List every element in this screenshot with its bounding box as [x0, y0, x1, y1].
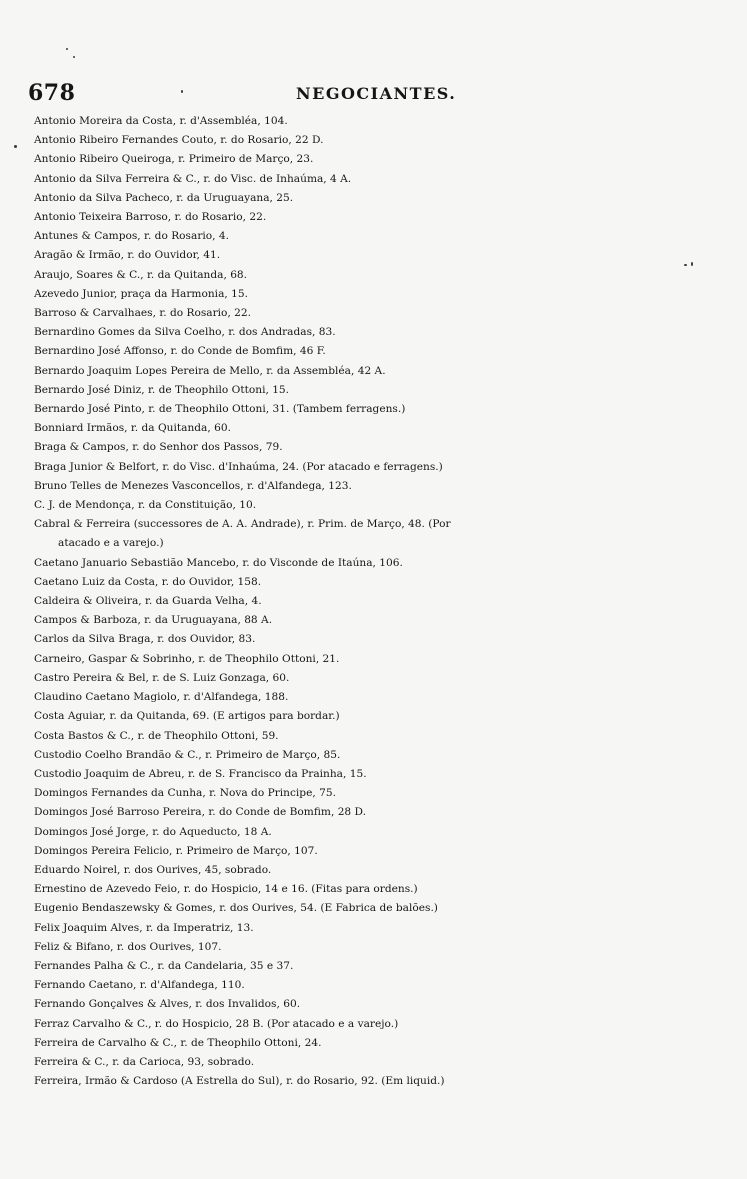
list-item: Cabral & Ferreira (successores de A. A. Andrade), r. Prim. de Março, 48. (Por	[34, 518, 451, 531]
list-item: Ferreira & C., r. da Carioca, 93, sobrado.	[34, 1055, 255, 1068]
list-item: Braga & Campos, r. do Senhor dos Passos, 79.	[34, 441, 283, 454]
list-item: Bernardino José Affonso, r. do Conde de Bomfim, 46 F.	[34, 345, 326, 358]
list-item: Carneiro, Gaspar & Sobrinho, r. de Theophilo Ottoni, 21.	[34, 652, 340, 665]
list-item: Antonio Moreira da Costa, r. d'Assembléa, 104.	[34, 115, 288, 127]
list-item: Ferreira, Irmão & Cardoso (A Estrella do Sul), r. do Rosario, 92. (Em liquid.)	[34, 1075, 445, 1088]
list-item: Bonniard Irmãos, r. da Quitanda, 60.	[34, 422, 231, 435]
list-item-continuation: atacado e a varejo.)	[58, 537, 164, 550]
list-item: Custodio Coelho Brandão & C., r. Primeiro de Março, 85.	[34, 748, 341, 761]
list-item: Antonio Teixeira Barroso, r. do Rosario, 22.	[34, 211, 267, 224]
list-item: Caldeira & Oliveira, r. da Guarda Velha, 4.	[34, 595, 262, 608]
list-item: Fernandes Palha & C., r. da Candelaria, 35 e 37.	[34, 959, 294, 972]
ink-speck	[14, 145, 17, 148]
list-item: Barroso & Carvalhaes, r. do Rosario, 22.	[34, 307, 252, 320]
running-head: NEGOCIANTES.	[296, 84, 457, 103]
ink-speck	[691, 262, 693, 266]
list-item: Ernestino de Azevedo Feio, r. do Hospicio, 14 e 16. (Fitas para ordens.)	[34, 883, 418, 896]
list-item: Caetano Luiz da Costa, r. do Ouvidor, 158.	[34, 575, 262, 588]
list-item: Costa Aguiar, r. da Quitanda, 69. (E artigos para bordar.)	[34, 710, 340, 723]
merchant-list	[34, 112, 734, 1091]
list-item: Campos & Barboza, r. da Uruguayana, 88 A.	[34, 614, 273, 627]
list-item: Antonio da Silva Pacheco, r. da Uruguayana, 25.	[34, 191, 294, 204]
list-item: Ferraz Carvalho & C., r. do Hospicio, 28 B. (Por atacado e a varejo.)	[34, 1017, 399, 1030]
list-item: Carlos da Silva Braga, r. dos Ouvidor, 83.	[34, 633, 256, 646]
list-item: Antunes & Campos, r. do Rosario, 4.	[34, 230, 229, 243]
list-item: Bernardo José Diniz, r. de Theophilo Ottoni, 15.	[34, 383, 290, 396]
list-item: C. J. de Mendonça, r. da Constituição, 10.	[34, 499, 257, 512]
ink-speck	[66, 48, 68, 50]
list-item: Felix Joaquim Alves, r. da Imperatriz, 13.	[34, 921, 254, 934]
list-item: Custodio Joaquim de Abreu, r. de S. Francisco da Prainha, 15.	[34, 767, 367, 780]
ink-speck	[73, 56, 75, 58]
page-header	[28, 80, 728, 106]
list-item: Araujo, Soares & C., r. da Quitanda, 68.	[34, 268, 248, 281]
list-item: Ferreira de Carvalho & C., r. de Theophilo Ottoni, 24.	[34, 1036, 322, 1049]
list-item: Eugenio Bendaszewsky & Gomes, r. dos Ourives, 54. (E Fabrica de balões.)	[34, 902, 438, 915]
list-item: Bernardo Joaquim Lopes Pereira de Mello, r. da Assembléa, 42 A.	[34, 364, 386, 377]
ink-speck	[181, 90, 183, 93]
list-item: Domingos Fernandes da Cunha, r. Nova do Principe, 75.	[34, 787, 336, 800]
list-item: Fernando Caetano, r. d'Alfandega, 110.	[34, 979, 245, 992]
list-item: Azevedo Junior, praça da Harmonia, 15.	[34, 287, 248, 300]
list-item: Antonio da Silva Ferreira & C., r. do Visc. de Inhaúma, 4 A.	[34, 172, 352, 185]
list-item: Eduardo Noirel, r. dos Ourives, 45, sobrado.	[34, 863, 272, 876]
list-item: Domingos Pereira Felicio, r. Primeiro de Março, 107.	[34, 844, 318, 857]
list-item: Domingos José Jorge, r. do Aqueducto, 18 A.	[34, 825, 272, 838]
list-item: Claudino Caetano Magiolo, r. d'Alfandega, 188.	[34, 691, 289, 704]
list-item: Bernardino Gomes da Silva Coelho, r. dos Andradas, 83.	[34, 326, 336, 339]
list-item: Caetano Januario Sebastião Mancebo, r. do Visconde de Itaúna, 106.	[34, 556, 403, 569]
list-item: Castro Pereira & Bel, r. de S. Luiz Gonzaga, 60.	[34, 671, 290, 684]
list-item: Fernando Gonçalves & Alves, r. dos Invalidos, 60.	[34, 998, 301, 1011]
list-item: Antonio Ribeiro Queiroga, r. Primeiro de Março, 23.	[34, 153, 314, 166]
list-item: Domingos José Barroso Pereira, r. do Conde de Bomfim, 28 D.	[34, 806, 367, 819]
list-item: Bernardo José Pinto, r. de Theophilo Ottoni, 31. (Tambem ferragens.)	[34, 403, 406, 416]
list-item: Costa Bastos & C., r. de Theophilo Ottoni, 59.	[34, 729, 279, 742]
list-item: Aragão & Irmão, r. do Ouvidor, 41.	[34, 249, 221, 262]
page-number: 678	[28, 80, 76, 106]
list-item: Braga Junior & Belfort, r. do Visc. d'Inhaúma, 24. (Por atacado e ferragens.)	[34, 460, 443, 473]
ink-speck	[684, 264, 687, 266]
list-item: Antonio Ribeiro Fernandes Couto, r. do Rosario, 22 D.	[34, 134, 324, 147]
list-item: Feliz & Bifano, r. dos Ourives, 107.	[34, 940, 222, 953]
list-item: Bruno Telles de Menezes Vasconcellos, r. d'Alfandega, 123.	[34, 479, 352, 492]
